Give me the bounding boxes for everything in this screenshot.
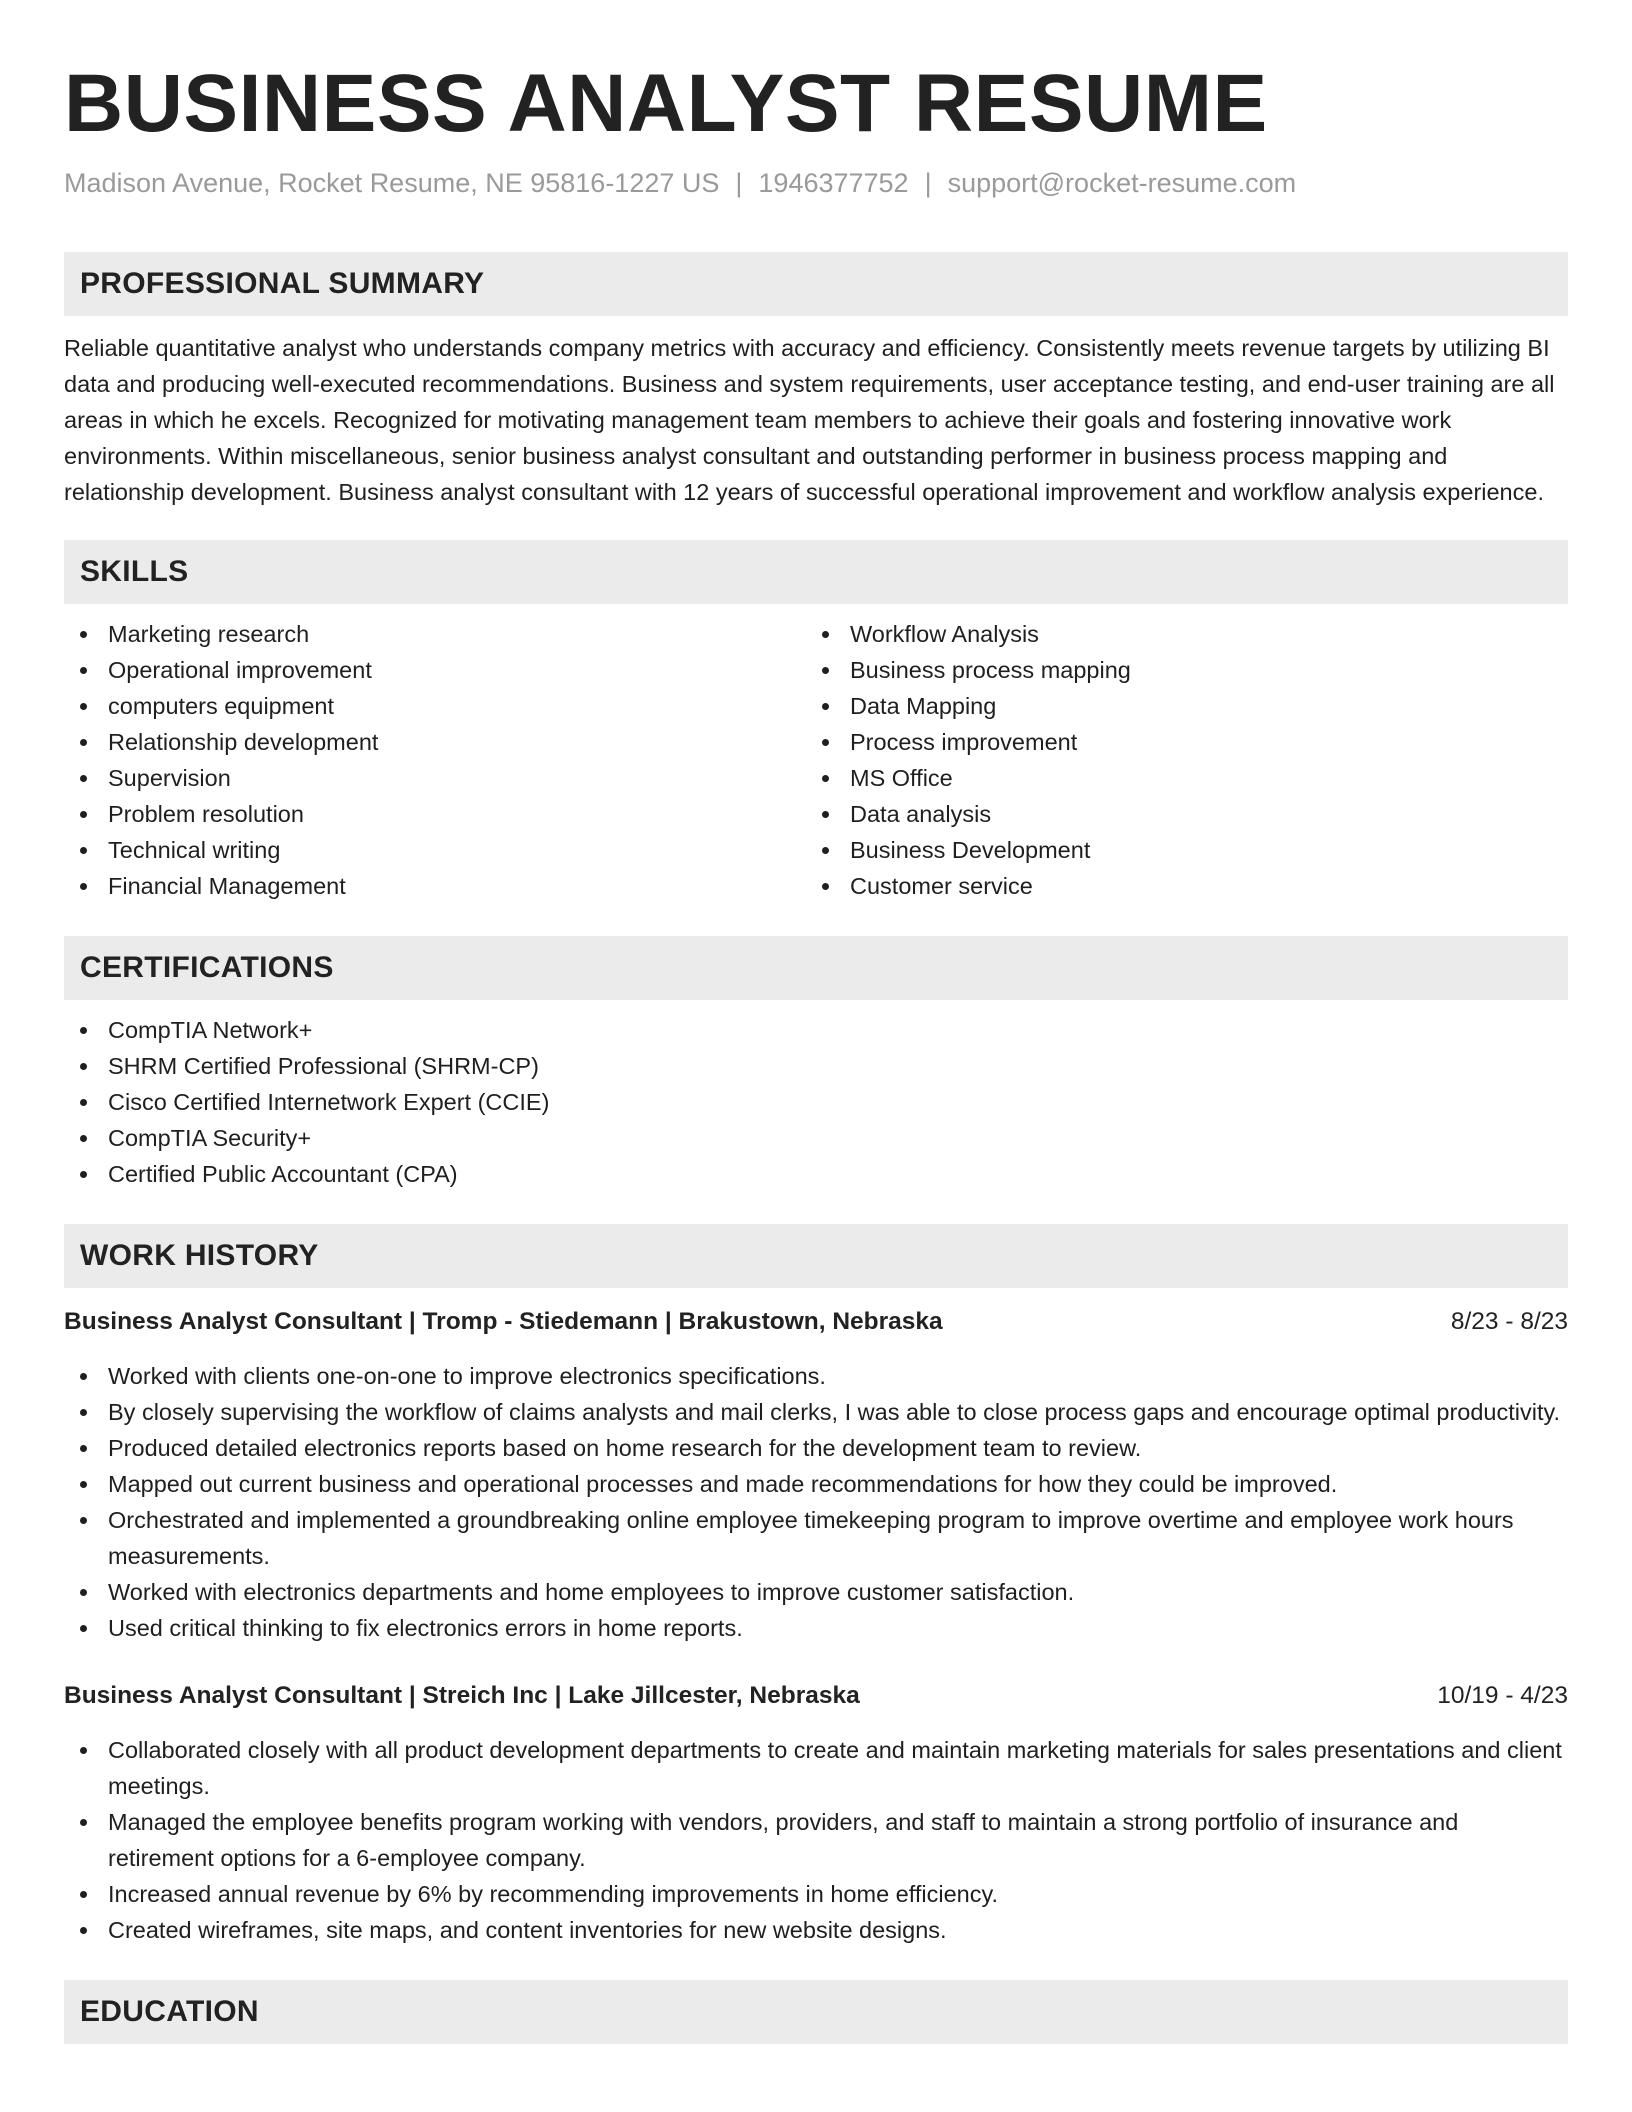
skill-item — [64, 616, 806, 652]
job-bullet — [64, 1610, 1568, 1646]
skill-item-text: Marketing research — [108, 621, 310, 647]
job-bullet-text: Worked with clients one-on-one to improve electronics specifications. — [108, 1363, 826, 1389]
skill-item-text: Operational improvement — [108, 657, 372, 683]
skill-item — [64, 724, 806, 760]
skill-item — [806, 688, 1548, 724]
job-title: Business Analyst Consultant | Streich Inc | Lake Jillcester, Nebraska — [64, 1682, 860, 1709]
job-title: Business Analyst Consultant | Tromp - Stiedemann | Brakustown, Nebraska — [64, 1308, 943, 1335]
skill-item — [64, 760, 806, 796]
skill-item-text: Data analysis — [850, 801, 992, 827]
skill-item — [806, 832, 1548, 868]
bullet-dot-icon — [822, 631, 829, 638]
bullet-dot-icon — [80, 667, 87, 674]
certification-item — [64, 1012, 1568, 1048]
summary-text: Reliable quantitative analyst who understands company metrics with accuracy and efficiency. Consistently meets revenue targets by utilizing BI data and producing well-executed recommendations. Business and system requirements, user acceptance testing, and end-user training are all areas in which he excels. Recognized for motivating management team members to achieve their goals and fostering innovative work environments. Within miscellaneous, senior business analyst consultant and outstanding performer in business process mapping and relationship development. Business analyst consultant with 12 years of successful operational improvement and workflow analysis experience. — [64, 335, 1555, 505]
bullet-dot-icon — [80, 1373, 87, 1380]
bullet-dot-icon — [822, 703, 829, 710]
bullet-dot-icon — [80, 703, 87, 710]
job-bullet — [64, 1804, 1568, 1876]
bullet-dot-icon — [80, 1171, 87, 1178]
skill-item-text: Relationship development — [108, 729, 379, 755]
bullet-dot-icon — [822, 739, 829, 746]
skill-item-text: Technical writing — [108, 837, 281, 863]
job-bullet-text: By closely supervising the workflow of claims analysts and mail clerks, I was able to close process gaps and encourage optimal productivity. — [108, 1399, 1561, 1425]
certification-item — [64, 1048, 1568, 1084]
job-entry — [64, 1678, 1568, 1948]
skill-item — [64, 832, 806, 868]
skill-item-text: MS Office — [850, 765, 953, 791]
contact-separator: | — [924, 168, 932, 198]
job-dates: 10/19 - 4/23 — [1437, 1682, 1568, 1709]
job-bullet-text: Worked with electronics departments and home employees to improve customer satisfaction. — [108, 1579, 1075, 1605]
skill-item-text: Business process mapping — [850, 657, 1131, 683]
bullet-dot-icon — [80, 775, 87, 782]
bullet-dot-icon — [80, 1747, 87, 1754]
contact-address: Madison Avenue, Rocket Resume, NE 95816-1227 US — [64, 168, 720, 198]
section-heading-education: EDUCATION — [64, 1980, 1568, 2044]
job-bullet-text: Collaborated closely with all product development departments to create and maintain marketing materials for sales presentations and client meetings. — [108, 1737, 1562, 1799]
job-bullet — [64, 1466, 1568, 1502]
bullet-dot-icon — [822, 775, 829, 782]
skills-grid — [64, 616, 1568, 904]
job-dates: 8/23 - 8/23 — [1450, 1308, 1568, 1335]
bullet-dot-icon — [80, 1517, 87, 1524]
resume-page — [64, 0, 1568, 2044]
skill-item-text: Process improvement — [850, 729, 1078, 755]
certifications-list — [64, 1012, 1568, 1192]
contact-separator: | — [735, 168, 743, 198]
bullet-dot-icon — [80, 1625, 87, 1632]
bullet-dot-icon — [80, 1135, 87, 1142]
section-heading-work-history: WORK HISTORY — [64, 1224, 1568, 1288]
skills-list-right — [806, 616, 1548, 904]
skill-item-text: Business Development — [850, 837, 1091, 863]
section-heading-skills: SKILLS — [64, 540, 1568, 604]
bullet-dot-icon — [822, 667, 829, 674]
bullet-dot-icon — [80, 1409, 87, 1416]
skill-item-text: Supervision — [108, 765, 231, 791]
skills-list-left — [64, 616, 806, 904]
job-bullet-text: Orchestrated and implemented a groundbreaking online employee timekeeping program to improve overtime and employee work hours measurements. — [108, 1507, 1514, 1569]
job-bullet — [64, 1876, 1568, 1912]
skills-column-left — [64, 616, 806, 904]
skill-item — [806, 652, 1548, 688]
job-bullet — [64, 1430, 1568, 1466]
job-bullet — [64, 1912, 1568, 1948]
bullet-dot-icon — [80, 1099, 87, 1106]
bullet-dot-icon — [80, 1027, 87, 1034]
job-bullet — [64, 1574, 1568, 1610]
skill-item-text: Problem resolution — [108, 801, 304, 827]
job-bullet-text: Managed the employee benefits program working with vendors, providers, and staff to maintain a strong portfolio of insurance and retirement options for a 6-employee company. — [108, 1809, 1459, 1871]
bullet-dot-icon — [822, 847, 829, 854]
bullet-dot-icon — [822, 811, 829, 818]
certification-item-text: CompTIA Network+ — [108, 1017, 313, 1043]
bullet-dot-icon — [822, 883, 829, 890]
bullet-dot-icon — [80, 739, 87, 746]
skill-item-text: Financial Management — [108, 873, 346, 899]
bullet-dot-icon — [80, 883, 87, 890]
bullet-dot-icon — [80, 847, 87, 854]
job-bullet-text: Produced detailed electronics reports based on home research for the development team to review. — [108, 1435, 1142, 1461]
bullet-dot-icon — [80, 1891, 87, 1898]
skill-item-text: Data Mapping — [850, 693, 997, 719]
job-bullet-text: Mapped out current business and operational processes and made recommendations for how they could be improved. — [108, 1471, 1338, 1497]
bullet-dot-icon — [80, 1445, 87, 1452]
job-bullet-list — [64, 1732, 1568, 1948]
contact-line — [64, 166, 1568, 200]
bullet-dot-icon — [80, 811, 87, 818]
bullet-dot-icon — [80, 1819, 87, 1826]
skill-item — [806, 868, 1548, 904]
bullet-dot-icon — [80, 1927, 87, 1934]
bullet-dot-icon — [80, 1481, 87, 1488]
certification-item — [64, 1156, 1568, 1192]
skill-item-text: Customer service — [850, 873, 1033, 899]
work-history-list — [64, 1304, 1568, 1948]
bullet-dot-icon — [80, 1589, 87, 1596]
job-bullet — [64, 1732, 1568, 1804]
bullet-dot-icon — [80, 1063, 87, 1070]
job-bullet — [64, 1358, 1568, 1394]
skill-item — [806, 724, 1548, 760]
resume-title: BUSINESS ANALYST RESUME — [64, 58, 1268, 149]
job-header — [64, 1304, 1568, 1340]
skill-item — [806, 796, 1548, 832]
contact-phone: 1946377752 — [758, 168, 909, 198]
skill-item-text: computers equipment — [108, 693, 334, 719]
contact-email[interactable]: support@rocket-resume.com — [947, 168, 1297, 198]
skills-column-right — [806, 616, 1548, 904]
skill-item — [806, 760, 1548, 796]
job-bullet — [64, 1394, 1568, 1430]
skill-item — [64, 868, 806, 904]
skill-item — [64, 688, 806, 724]
job-bullet-text: Increased annual revenue by 6% by recommending improvements in home efficiency. — [108, 1881, 998, 1907]
job-bullet — [64, 1502, 1568, 1574]
certification-item — [64, 1084, 1568, 1120]
certification-item — [64, 1120, 1568, 1156]
certification-item-text: SHRM Certified Professional (SHRM-CP) — [108, 1053, 539, 1079]
certification-item-text: Certified Public Accountant (CPA) — [108, 1161, 458, 1187]
skill-item — [64, 796, 806, 832]
certification-item-text: CompTIA Security+ — [108, 1125, 312, 1151]
skill-item — [64, 652, 806, 688]
certification-item-text: Cisco Certified Internetwork Expert (CCIE) — [108, 1089, 550, 1115]
job-entry — [64, 1304, 1568, 1646]
bullet-dot-icon — [80, 631, 87, 638]
skill-item-text: Workflow Analysis — [850, 621, 1039, 647]
job-bullet-text: Used critical thinking to fix electronics errors in home reports. — [108, 1615, 743, 1641]
section-heading-certifications: CERTIFICATIONS — [64, 936, 1568, 1000]
job-bullet-text: Created wireframes, site maps, and content inventories for new website designs. — [108, 1917, 947, 1943]
section-heading-summary: PROFESSIONAL SUMMARY — [64, 252, 1568, 316]
job-bullet-list — [64, 1358, 1568, 1646]
job-header — [64, 1678, 1568, 1714]
skill-item — [806, 616, 1548, 652]
